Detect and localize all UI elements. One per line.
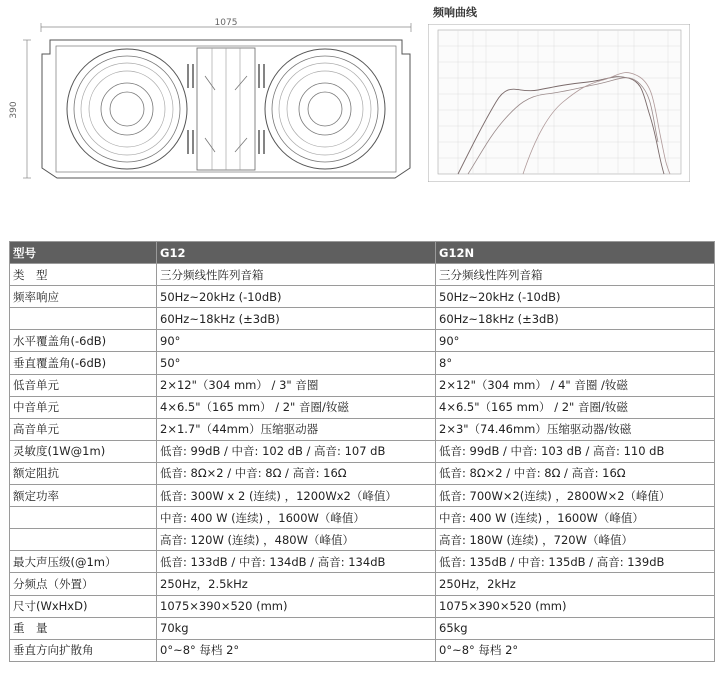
g12n-value: 4×6.5"（165 mm） / 2" 音圈/钕磁 [436,396,715,418]
table-row [10,374,715,396]
g12n-value: 250Hz，2kHz [436,573,715,595]
frequency-response-graph [428,24,690,182]
row-label: 灵敏度(1W@1m) [10,440,157,462]
g12-value: 250Hz，2.5kHz [157,573,436,595]
row-label: 垂直覆盖角(-6dB) [10,352,157,374]
g12-value: 2×1.7"（44mm）压缩驱动器 [157,418,436,440]
height-dimension-label: 390 [9,101,19,119]
table-row [10,352,715,374]
speaker-front-drawing [0,18,420,198]
spec-table [9,241,715,662]
width-dimension-label: 1075 [214,18,238,28]
row-label: 分频点（外置） [10,573,157,595]
table-row [10,639,715,661]
g12-value: 2×12"（304 mm） / 3" 音圈 [157,374,436,396]
g12-value: 低音: 8Ω×2 / 中音: 8Ω / 高音: 16Ω [157,462,436,484]
g12n-value: 90° [436,330,715,352]
row-label [10,529,157,551]
g12n-value: 60Hz~18kHz (±3dB) [436,308,715,330]
g12-value: 低音: 133dB / 中音: 134dB / 高音: 134dB [157,551,436,573]
g12-value: 中音: 400 W (连续) ，1600W（峰值） [157,507,436,529]
row-label: 重 量 [10,617,157,639]
g12-value: 50Hz~20kHz (-10dB) [157,286,436,308]
g12-value: 低音: 99dB / 中音: 102 dB / 高音: 107 dB [157,440,436,462]
row-label: 额定阻抗 [10,462,157,484]
g12n-value: 2×3"（74.46mm）压缩驱动器/钕磁 [436,418,715,440]
header-g12: G12 [157,242,436,264]
g12n-value: 8° [436,352,715,374]
g12n-value: 低音: 700W×2(连续) ，2800W×2（峰值） [436,485,715,507]
table-row [10,418,715,440]
table-header-row [10,242,715,264]
table-row [10,286,715,308]
g12n-value: 0°~8° 每档 2° [436,639,715,661]
g12n-value: 50Hz~20kHz (-10dB) [436,286,715,308]
g12n-value: 1075×390×520 (mm) [436,595,715,617]
table-row [10,551,715,573]
table-row [10,573,715,595]
g12-value: 4×6.5"（165 mm） / 2" 音圈/钕磁 [157,396,436,418]
row-label [10,507,157,529]
g12-value: 三分频线性阵列音箱 [157,264,436,286]
row-label: 频率响应 [10,286,157,308]
g12-value: 0°~8° 每档 2° [157,639,436,661]
table-row [10,396,715,418]
row-label [10,308,157,330]
table-row [10,595,715,617]
g12-value: 90° [157,330,436,352]
table-row [10,617,715,639]
g12n-value: 2×12"（304 mm） / 4" 音圈 /钕磁 [436,374,715,396]
g12n-value: 三分频线性阵列音箱 [436,264,715,286]
row-label: 最大声压级(@1m） [10,551,157,573]
row-label: 高音单元 [10,418,157,440]
row-label: 类 型 [10,264,157,286]
table-row [10,308,715,330]
g12n-value: 低音: 135dB / 中音: 135dB / 高音: 139dB [436,551,715,573]
frequency-response-title: 频响曲线 [433,6,477,19]
left-woofer-icon [67,49,187,169]
table-row [10,330,715,352]
g12n-value: 高音: 180W (连续) ，720W（峰值） [436,529,715,551]
table-row [10,462,715,484]
row-label: 额定功率 [10,485,157,507]
g12-value: 高音: 120W (连续) ，480W（峰值） [157,529,436,551]
g12-value: 70kg [157,617,436,639]
g12-value: 50° [157,352,436,374]
row-label: 水平覆盖角(-6dB) [10,330,157,352]
g12n-value: 低音: 99dB / 中音: 103 dB / 高音: 110 dB [436,440,715,462]
row-label: 垂直方向扩散角 [10,639,157,661]
g12n-value: 65kg [436,617,715,639]
header-model: 型号 [10,242,157,264]
g12-value: 1075×390×520 (mm) [157,595,436,617]
right-woofer-icon [265,49,385,169]
g12n-value: 中音: 400 W (连续) ，1600W（峰值） [436,507,715,529]
row-label: 尺寸(WxHxD) [10,595,157,617]
table-row [10,529,715,551]
row-label: 中音单元 [10,396,157,418]
g12-value: 60Hz~18kHz (±3dB) [157,308,436,330]
g12n-value: 低音: 8Ω×2 / 中音: 8Ω / 高音: 16Ω [436,462,715,484]
table-row [10,440,715,462]
table-row [10,507,715,529]
table-row [10,485,715,507]
g12-value: 低音: 300W x 2 (连续) ，1200Wx2（峰值） [157,485,436,507]
table-row [10,264,715,286]
header-g12n: G12N [436,242,715,264]
row-label: 低音单元 [10,374,157,396]
